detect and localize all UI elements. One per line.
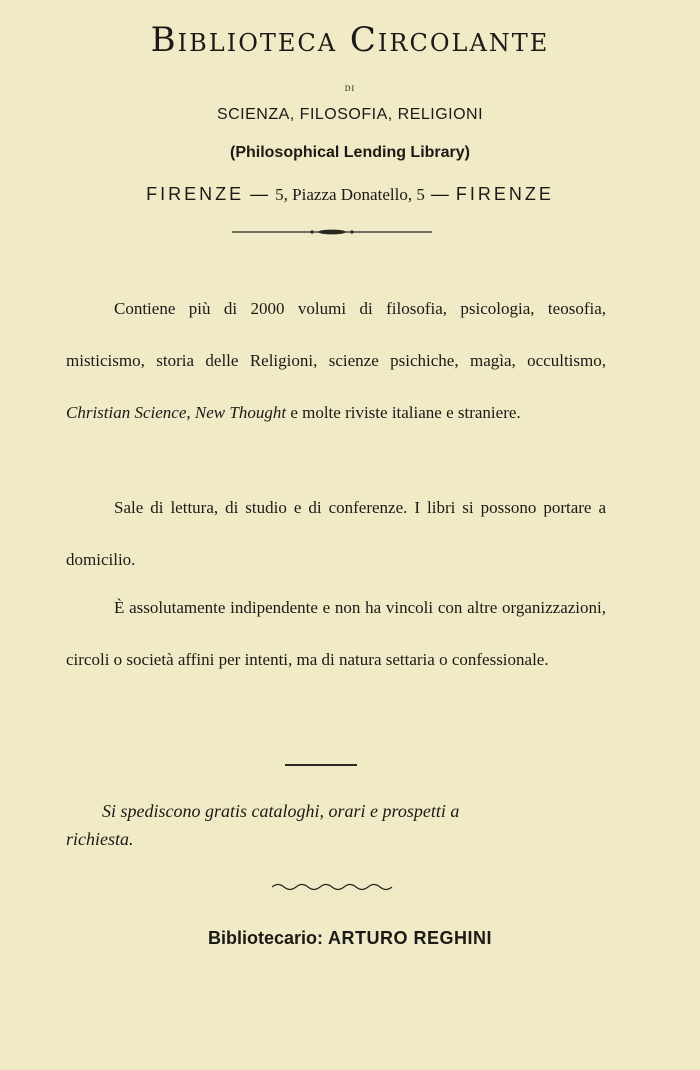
address-street: 5, Piazza Donatello, 5	[275, 185, 425, 204]
page-title: Biblioteca Circolante	[150, 20, 550, 60]
address-city-left: FIRENZE	[146, 184, 245, 204]
address-line	[0, 184, 700, 205]
address-dash-left: —	[244, 184, 276, 204]
catalog-note-line-2: richiesta.	[66, 829, 134, 849]
subjects-line: SCIENZA, FILOSOFIA, RELIGIONI	[216, 106, 484, 123]
catalog-note-line-1: Si spediscono gratis cataloghi, orari e prospetti a	[102, 801, 460, 821]
ornamental-rule-top	[232, 229, 432, 235]
paragraph-collection-text-b: ,	[186, 403, 195, 422]
paragraph-independence: È assolutamente indipendente e non ha vincoli con altre organizzazioni, circoli o società affini per intenti, ma di natura settaria o confessionale.	[66, 598, 606, 669]
wavy-divider	[270, 882, 395, 892]
librarian-name: ARTURO REGHINI	[328, 928, 493, 948]
librarian-label: Bibliotecario:	[207, 928, 323, 948]
paragraph-collection	[66, 283, 606, 439]
paragraph-collection-text-a: Contiene più di 2000 volumi di filosofia, psicologia, teosofia, misticismo, storia delle Religioni, scienze psichiche, magìa, occultismo,	[66, 299, 606, 370]
address-city-right: FIRENZE	[455, 184, 554, 204]
catalog-note	[66, 797, 606, 853]
paragraph-reading-rooms: Sale di lettura, di studio e di conferenze. I libri si possono portare a domicilio.	[66, 498, 606, 569]
paragraph-collection-italic-2: New Thought	[194, 403, 287, 422]
librarian-line	[0, 928, 700, 949]
title-connector: di	[344, 82, 356, 94]
address-dash-right: —	[424, 184, 456, 204]
paragraph-collection-text-c: e molte riviste italiane e straniere.	[286, 403, 521, 422]
paragraph-collection-italic-1: Christian Science	[66, 403, 187, 422]
english-name: (Philosophical Lending Library)	[229, 144, 470, 161]
divider-rule	[285, 764, 357, 766]
